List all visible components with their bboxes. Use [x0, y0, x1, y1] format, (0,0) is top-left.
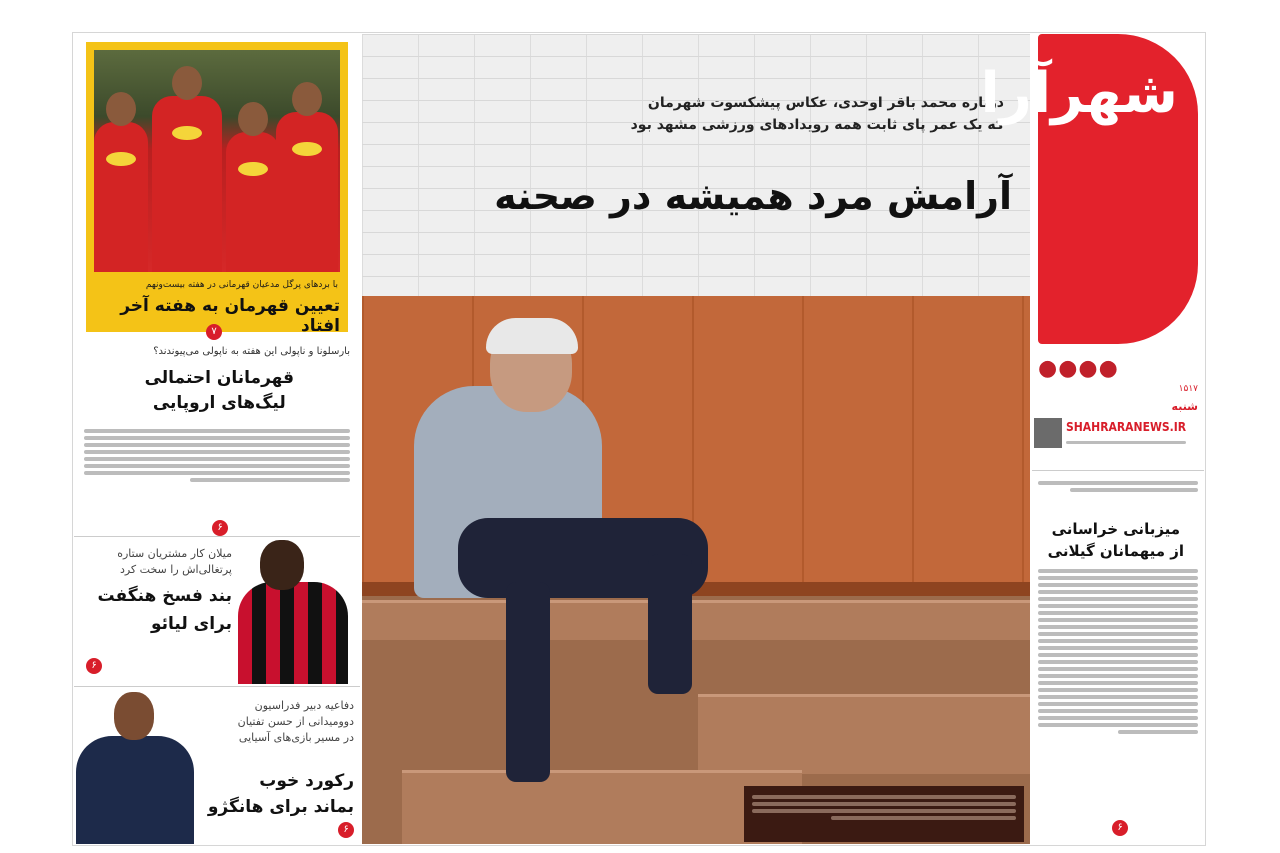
man-hair — [486, 318, 578, 354]
brick-wall-background — [362, 34, 1030, 300]
hangzhou-story-headline[interactable] — [208, 768, 354, 820]
hz-headline-line1: رکورد خوب — [259, 771, 354, 791]
euro-story-body — [84, 426, 350, 485]
issue-info — [1032, 356, 1204, 466]
leao-headline-line2: برای لیائو — [150, 614, 232, 634]
leao-story-kicker — [117, 546, 232, 578]
stair-step — [698, 694, 1030, 774]
divider — [74, 536, 360, 537]
qr-icon — [1034, 418, 1062, 448]
top-story[interactable] — [86, 42, 348, 336]
page-number-badge: ۶ — [1112, 820, 1128, 836]
right-column — [980, 34, 1204, 844]
left-column — [74, 34, 360, 844]
right-story-kicker — [1038, 478, 1198, 495]
page-number-badge: ۶ — [338, 822, 354, 838]
stair-step — [402, 770, 802, 844]
right-story-headline[interactable] — [1048, 518, 1184, 562]
athlete-photo — [74, 688, 196, 844]
euro-story-headline[interactable] — [145, 366, 294, 416]
site-url-link[interactable]: SHAHRARANEWS.IR — [1066, 420, 1187, 434]
issue-number: ۱۵۱۷ — [1178, 384, 1198, 394]
man-shin — [506, 582, 550, 782]
main-photo-story[interactable] — [362, 34, 1030, 844]
top-story-kicker: با بردهای پرگل مدعیان قهرمانی در هفته بیست‌ونهم — [145, 280, 338, 290]
main-headline[interactable]: آرامش مرد همیشه در صحنه — [494, 174, 1012, 218]
masthead-text: شهرآرا — [980, 61, 1178, 126]
issue-logo-icon: ●●●● — [1038, 356, 1119, 381]
hz-kicker-line2: دوومیدانی از حسن تفتیان — [237, 715, 354, 728]
page-number-badge: ۶ — [86, 658, 102, 674]
euro-headline-line2: لیگ‌های اروپایی — [152, 393, 286, 413]
hangzhou-story-kicker — [238, 698, 354, 746]
hz-kicker-line3: در مسیر بازی‌های آسیایی — [238, 731, 354, 744]
leao-headline-line1: بند فسخ هنگفت — [97, 586, 232, 606]
divider — [1032, 470, 1204, 471]
euro-headline-line1: قهرمانان احتمالی — [144, 368, 294, 388]
photo-caption — [744, 786, 1024, 842]
right-headline-line2: از میهمانان گیلانی — [1047, 542, 1184, 560]
right-story-body — [1038, 566, 1198, 737]
man-shin — [648, 554, 692, 694]
main-kicker-line1: درباره محمد باقر اوحدی، عکاس پیشکسوت شهرمان — [647, 95, 1004, 111]
leao-story-headline[interactable] — [97, 582, 232, 638]
football-players-photo — [94, 50, 340, 272]
main-story-kicker — [631, 92, 1004, 136]
leao-story[interactable] — [74, 538, 360, 684]
leao-kicker-line2: پرتغالی‌اش را سخت کرد — [119, 563, 232, 576]
euro-story[interactable] — [80, 344, 354, 533]
page-number-badge: ۷ — [206, 324, 222, 340]
issue-day: شنبه — [1171, 400, 1198, 413]
euro-story-kicker: بارسلونا و ناپولی این هفته به ناپولی می‌پیوندند؟ — [153, 346, 350, 357]
stair-step — [362, 600, 1030, 640]
top-story-headline[interactable]: تعیین قهرمان به هفته آخر افتاد — [120, 296, 340, 336]
hz-headline-line2: بماند برای هانگژو — [207, 797, 354, 817]
page-number-badge: ۶ — [212, 520, 228, 536]
leao-kicker-line1: میلان کار مشتریان ستاره — [117, 547, 232, 560]
divider — [74, 686, 360, 687]
issue-date — [1066, 438, 1186, 447]
right-headline-line1: میزبانی خراسانی — [1051, 520, 1181, 538]
masthead-logo[interactable] — [980, 34, 1198, 344]
main-kicker-line2: که یک عمر پای ثابت همه رویدادهای ورزشی مشهد بود — [630, 117, 1004, 133]
hz-kicker-line1: دفاعیه دبیر فدراسیون — [254, 699, 354, 712]
hangzhou-story[interactable] — [74, 688, 360, 844]
leao-player-photo — [232, 538, 356, 684]
